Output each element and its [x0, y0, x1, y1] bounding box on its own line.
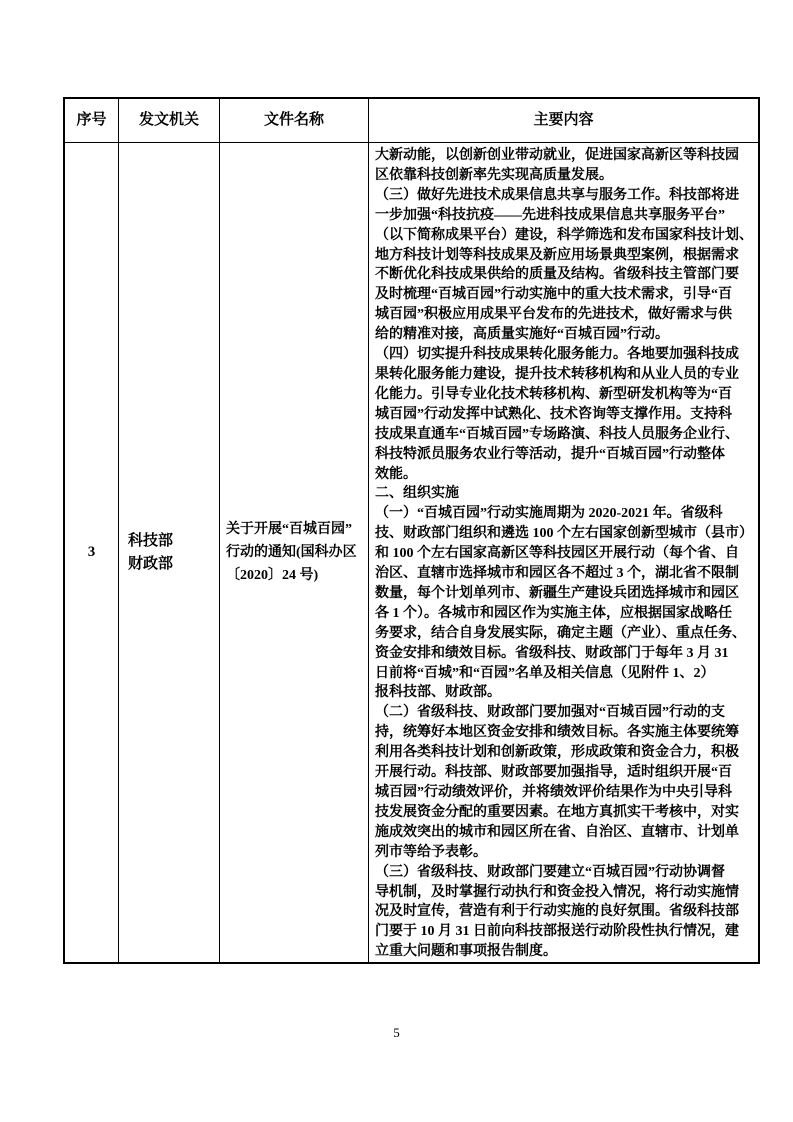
- text-line: 门要于 10 月 31 日前向科技部报送行动阶段性执行情况，建: [375, 924, 739, 940]
- text-line: 施成效突出的城市和园区所在省、自治区、直辖市、计划单: [375, 824, 739, 840]
- header-document-name: 文件名称: [220, 98, 369, 143]
- text-line: 地方科技计划等科技成果及新应用场景典型案例，根据需求: [375, 247, 739, 263]
- text-line: （四）切实提升科技成果转化服务能力。各地要加强科技成: [375, 347, 739, 363]
- text-line: （三）省级科技、财政部门要建立“百城百园”行动协调督: [375, 864, 725, 880]
- text-line: 立重大问题和事项报告制度。: [375, 944, 557, 960]
- text-line: 务要求，结合自身发展实际，确定主题（产业）、重点任务、: [375, 625, 746, 641]
- header-main-content: 主要内容: [369, 98, 760, 143]
- table-row: [64, 143, 759, 964]
- text-line: 财政部: [128, 555, 174, 572]
- text-line: 果转化服务能力建设，提升技术转移机构和从业人员的专业: [375, 366, 739, 382]
- header-issuing-agency: 发文机关: [119, 98, 220, 143]
- text-line: 科技特派员服务农业行等活动，提升“百城百园”行动整体: [375, 446, 725, 462]
- text-line: 大新动能，以创新创业带动就业，促进国家高新区等科技园: [375, 148, 739, 163]
- text-line: （二）省级科技、财政部门要加强对“百城百园”行动的支: [375, 705, 725, 721]
- header-serial-number: 序号: [64, 98, 119, 143]
- text-line: 化能力。引导专业化技术转移机构、新型研发机构等为“百: [375, 386, 732, 402]
- cell-main-content: [369, 143, 760, 964]
- text-line: 资金安排和绩效目标。省级科技、财政部门于每年 3 月 31: [375, 645, 729, 661]
- text-line: 行动的通知(国科办区: [226, 545, 357, 561]
- cell-issuing-agency: [119, 143, 220, 964]
- text-line: 导机制，及时掌握行动执行和资金投入情况，将行动实施情: [375, 884, 739, 900]
- text-line: 不断优化科技成果供给的质量及结构。省级科技主管部门要: [375, 267, 739, 283]
- text-line: （一）“百城百园”行动实施周期为 2020-2021 年。省级科: [375, 506, 723, 522]
- text-line: 数量，每个计划单列市、新疆生产建设兵团选择城市和园区: [375, 585, 739, 601]
- cell-document-name: [220, 143, 369, 964]
- text-line: 给的精准对接，高质量实施好“百城百园”行动。: [375, 327, 669, 343]
- header-row: [64, 98, 759, 143]
- text-line: 城百园”行动发挥中试熟化、技术咨询等支撑作用。支持科: [375, 406, 732, 422]
- table-body: [64, 143, 759, 964]
- text-line: 科技部: [128, 532, 174, 549]
- text-line: 况及时宣传，营造有利于行动实施的良好氛围。省级科技部: [375, 904, 739, 920]
- text-line: 报科技部、财政部。: [375, 685, 501, 701]
- document-table: [63, 97, 760, 964]
- text-line: 和 100 个左右国家高新区等科技园区开展行动（每个省、自: [375, 546, 739, 562]
- cell-serial-number: 3: [64, 143, 119, 964]
- text-line: 技成果直通车“百城百园”专场路演、科技人员服务企业行、: [375, 426, 739, 442]
- text-line: 一步加强“科技抗疫——先进科技成果信息共享服务平台”: [375, 207, 725, 223]
- text-line: 关于开展“百城百园”: [226, 522, 352, 538]
- text-line: 开展行动。科技部、财政部要加强指导，适时组织开展“百: [375, 765, 732, 781]
- text-line: 技发展资金分配的重要因素。在地方真抓实干考核中，对实: [375, 804, 739, 820]
- table-header: [64, 98, 759, 143]
- text-line: 城百园”积极应用成果平台发布的先进技术，做好需求与供: [375, 307, 732, 323]
- text-line: 及时梳理“百城百园”行动实施中的重大技术需求，引导“百: [375, 287, 732, 303]
- page-number: 5: [393, 1025, 400, 1040]
- text-line: 各 1 个）。各城市和园区作为实施主体，应根据国家战略任: [375, 605, 732, 621]
- text-line: 治区、直辖市选择城市和园区各不超过 3 个，湖北省不限制: [375, 566, 739, 582]
- text-line: 列市等给予表彰。: [375, 844, 487, 860]
- text-line: 日前将“百城”和“百园”名单及相关信息（见附件 1、2）: [375, 665, 715, 681]
- text-line: （以下简称成果平台）建设，科学筛选和发布国家科技计划、: [375, 227, 753, 243]
- text-line: 二、组织实施: [375, 486, 459, 502]
- text-line: 技、财政部门组织和遴选 100 个左右国家创新型城市（县市）: [375, 526, 753, 542]
- text-line: 利用各类科技计划和创新政策，形成政策和资金合力，积极: [375, 745, 739, 761]
- text-line: 区依靠科技创新率先实现高质量发展。: [375, 167, 613, 183]
- text-line: 〔2020〕24 号): [226, 568, 319, 584]
- text-line: 持，统筹好本地区资金安排和绩效目标。各实施主体要统筹: [375, 725, 739, 741]
- text-line: （三）做好先进技术成果信息共享与服务工作。科技部将进: [375, 187, 739, 203]
- text-line: 城百园”行动绩效评价，并将绩效评价结果作为中央引导科: [375, 785, 732, 800]
- text-line: 效能。: [375, 466, 417, 482]
